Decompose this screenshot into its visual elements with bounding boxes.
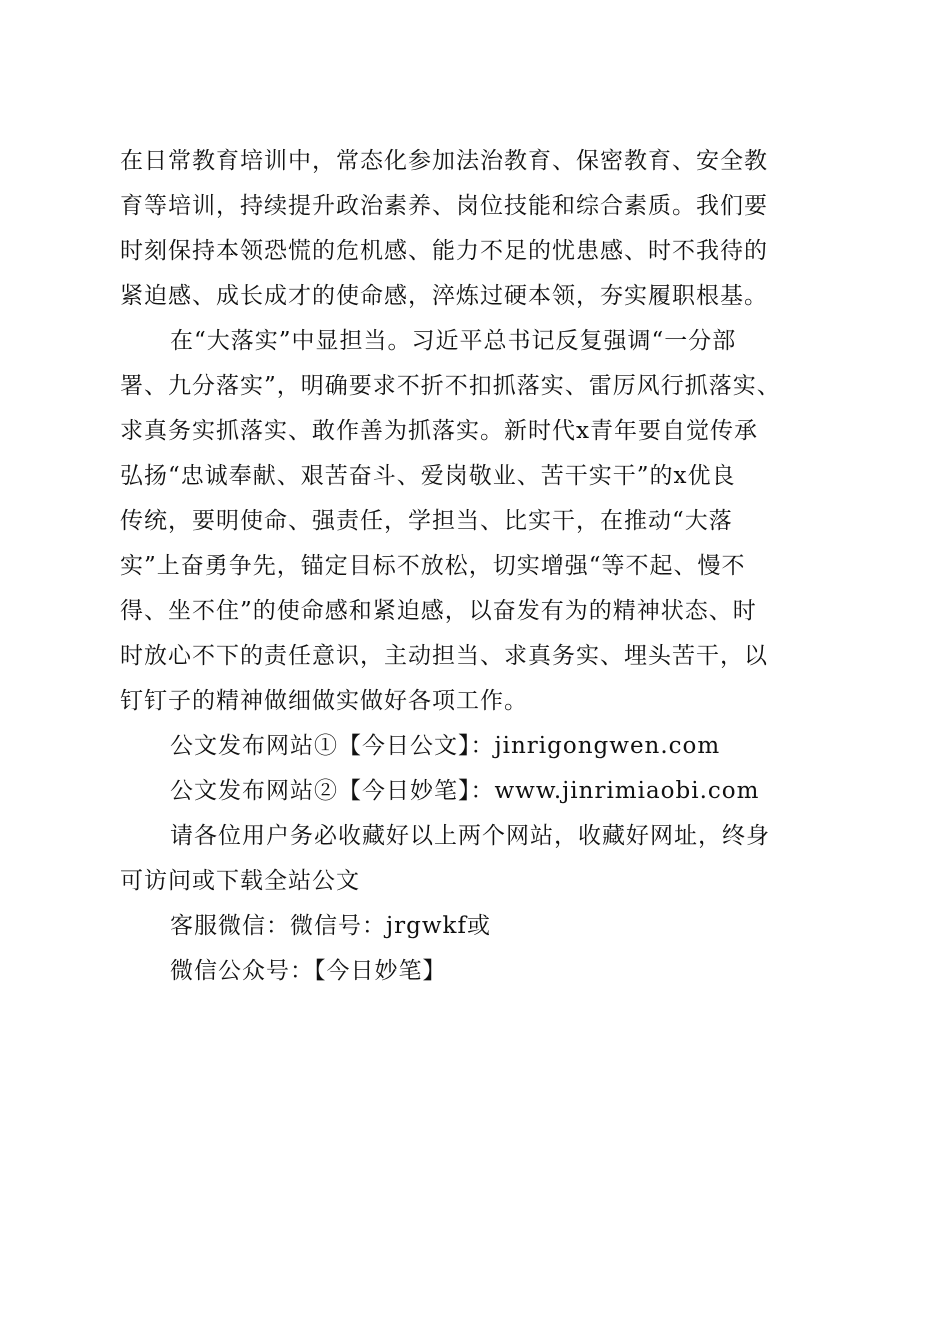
paragraph-line: 时放心不下的责任意识，主动担当、求真务实、埋头苦干，以	[120, 643, 768, 669]
paragraph-line: 在日常教育培训中，常态化参加法治教育、保密教育、安全教	[120, 148, 768, 174]
paragraph-line: 钉钉子的精神做细做实做好各项工作。	[120, 688, 528, 714]
wechat-line: 客服微信：微信号：jrgwkf或	[170, 913, 491, 939]
notice-line: 请各位用户务必收藏好以上两个网站，收藏好网址，终身	[170, 823, 770, 849]
website-line-2: 公文发布网站②【今日妙笔】：www.jinrimiaobi.com	[170, 778, 760, 804]
paragraph-line: 得、坐不住”的使命感和紧迫感，以奋发有为的精神状态、时	[120, 598, 757, 624]
paragraph-line: 署、九分落实”，明确要求不折不扣抓落实、雷厉风行抓落实、	[120, 373, 781, 399]
paragraph-line: 时刻保持本领恐慌的危机感、能力不足的忧患感、时不我待的	[120, 238, 768, 264]
paragraph-line: 在“大落实”中显担当。习近平总书记反复强调“一分部	[170, 328, 737, 354]
paragraph-line: 弘扬“忠诚奉献、艰苦奋斗、爱岗敬业、苦干实干”的x优良	[120, 463, 736, 489]
official-account-line: 微信公众号：【今日妙笔】	[170, 958, 447, 984]
paragraph-line: 传统，要明使命、强责任，学担当、比实干，在推动“大落	[120, 508, 733, 534]
paragraph-line: 实”上奋勇争先，锚定目标不放松，切实增强“等不起、慢不	[120, 553, 746, 579]
paragraph-line: 紧迫感、成长成才的使命感，淬炼过硬本领，夯实履职根基。	[120, 283, 768, 309]
website-line-1: 公文发布网站①【今日公文】：jinrigongwen.com	[170, 733, 721, 759]
notice-line: 可访问或下载全站公文	[120, 868, 360, 894]
paragraph-line: 育等培训，持续提升政治素养、岗位技能和综合素质。我们要	[120, 193, 768, 219]
paragraph-line: 求真务实抓落实、敢作善为抓落实。新时代x青年要自觉传承	[120, 418, 758, 444]
